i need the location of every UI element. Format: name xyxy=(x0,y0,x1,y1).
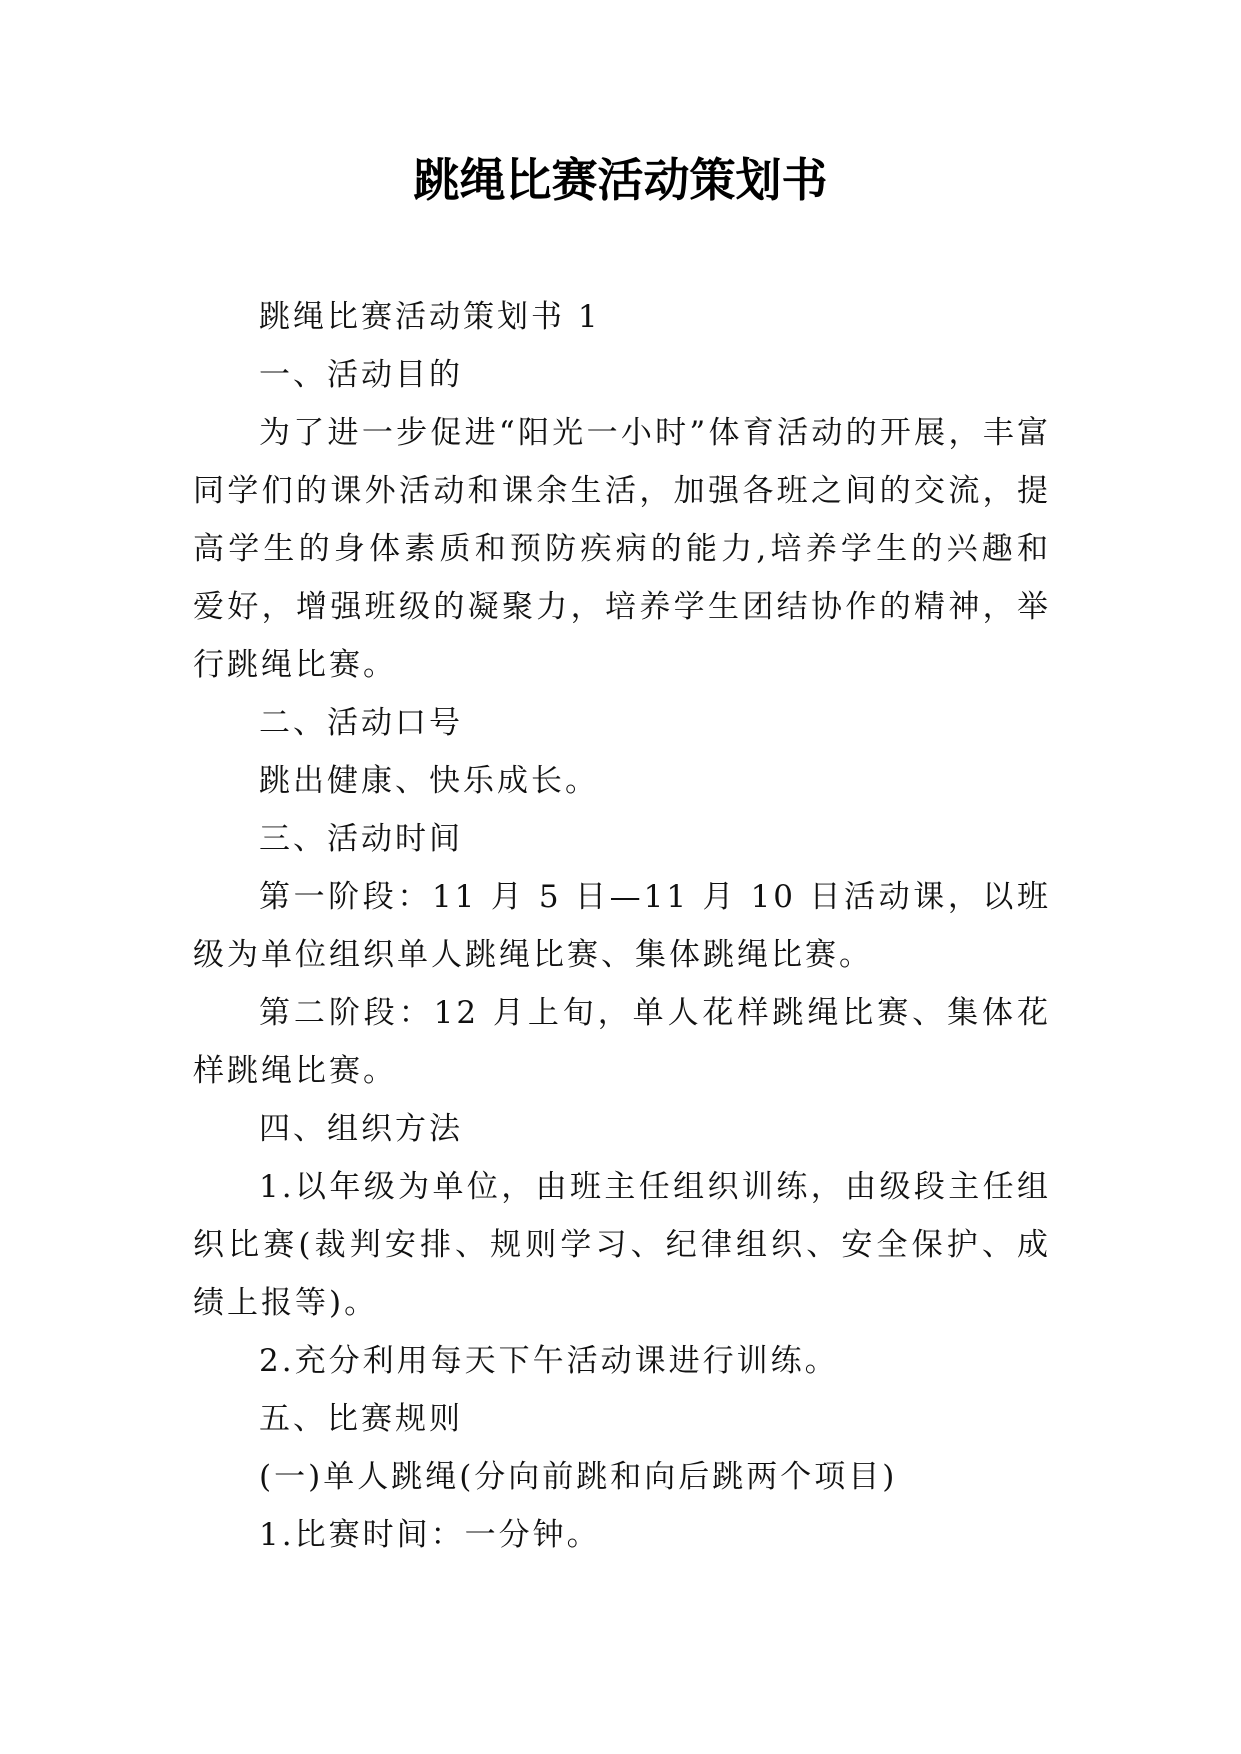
paragraph-activity-purpose: 为了进一步促进“阳光一小时”体育活动的开展，丰富同学们的课外活动和课余生活，加强各班之间的交流，提高学生的身体素质和预防疾病的能力,培养学生的兴趣和爱好，增强班级的凝聚力，培养学生团结协作的精神，举行跳绳比赛。 xyxy=(193,415,1051,683)
paragraph-activity-slogan: 跳出健康、快乐成长。 xyxy=(259,763,599,799)
paragraph-stage-two: 第二阶段：12 月上旬，单人花样跳绳比赛、集体花样跳绳比赛。 xyxy=(193,995,1051,1089)
paragraph-organization-2: 2.充分利用每天下午活动课进行训练。 xyxy=(259,1343,839,1379)
heading-competition-rules: 五、比赛规则 xyxy=(259,1401,463,1437)
document-title: 跳绳比赛活动策划书 xyxy=(413,153,828,207)
paragraph-organization-1: 1.以年级为单位，由班主任组织训练，由级段主任组织比赛(裁判安排、规则学习、纪律组织、安全保护、成绩上报等)。 xyxy=(193,1169,1051,1321)
paragraph-stage-one: 第一阶段：11 月 5 日—11 月 10 日活动课，以班级为单位组织单人跳绳比赛、集体跳绳比赛。 xyxy=(193,879,1051,973)
heading-organization-method: 四、组织方法 xyxy=(259,1111,463,1147)
paragraph-competition-time: 1.比赛时间：一分钟。 xyxy=(259,1517,601,1553)
heading-activity-slogan: 二、活动口号 xyxy=(259,705,463,741)
document-body xyxy=(193,288,1051,1564)
heading-activity-time: 三、活动时间 xyxy=(259,821,463,857)
subheading-single-rope: (一)单人跳绳(分向前跳和向后跳两个项目) xyxy=(259,1459,898,1495)
paragraph-subtitle: 跳绳比赛活动策划书 1 xyxy=(259,299,601,335)
heading-activity-purpose: 一、活动目的 xyxy=(259,357,463,393)
